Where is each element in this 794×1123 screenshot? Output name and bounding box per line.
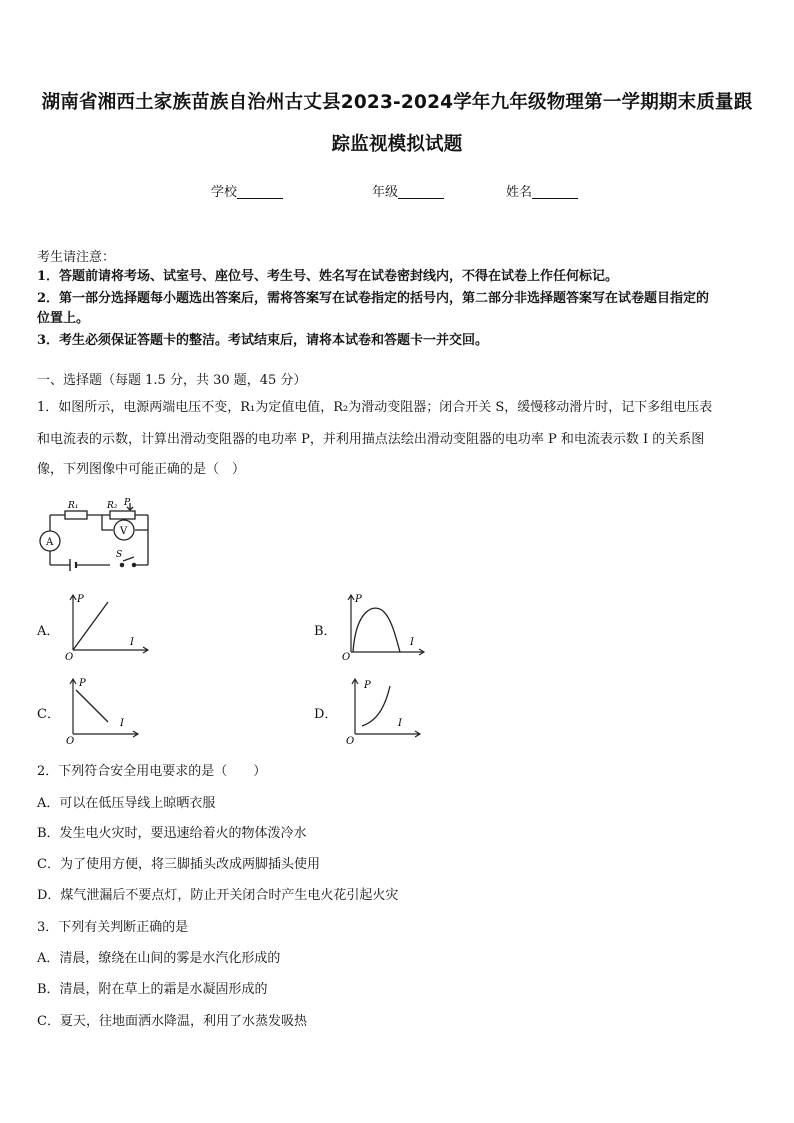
option-d-graph xyxy=(340,676,430,746)
option-c-graph xyxy=(62,676,152,746)
svg-text:P: P xyxy=(355,594,362,605)
voltmeter-label: V xyxy=(120,526,128,537)
switch-label: S xyxy=(116,550,123,560)
option-b-letter: B． xyxy=(314,624,337,639)
q1-stem-line-3: 像，下列图像中可能正确的是（ ） xyxy=(37,462,246,477)
svg-text:O: O xyxy=(66,736,75,747)
q2-option-c: C．为了使用方便，将三脚插头改成两脚插头使用 xyxy=(37,857,320,872)
r1-label: R₁ xyxy=(68,501,79,511)
exam-title-line-2: 踪监视模拟试题 xyxy=(331,134,463,155)
circuit-diagram xyxy=(40,497,155,577)
notice-item: 3．考生必须保证答题卡的整洁。考试结束后，请将本试卷和答题卡一并交回。 xyxy=(37,333,489,348)
svg-text:I: I xyxy=(130,637,134,648)
svg-text:P: P xyxy=(79,678,86,689)
svg-text:O: O xyxy=(346,736,355,747)
ammeter-label: A xyxy=(46,537,54,548)
section-heading: 一、选择题（每题 1.5 分，共 30 题，45 分） xyxy=(37,373,307,388)
option-b-graph xyxy=(340,590,430,663)
option-a-graph xyxy=(62,590,152,663)
svg-text:P: P xyxy=(77,594,84,605)
q2-option-a: A．可以在低压导线上晾晒衣服 xyxy=(37,796,216,811)
option-c-letter: C． xyxy=(37,707,60,722)
svg-text:I: I xyxy=(410,637,414,648)
option-b-curve xyxy=(353,608,400,652)
svg-text:P: P xyxy=(364,680,371,691)
q2-stem: 2．下列符合安全用电要求的是（ ） xyxy=(37,764,267,779)
option-a-curve xyxy=(73,602,108,650)
notice-item: 1．答题前请将考场、试室号、座位号、考生号、姓名写在试卷密封线内，不得在试卷上作任何标记。 xyxy=(37,269,619,284)
r1-resistor xyxy=(65,511,87,519)
notice-heading: 考生请注意： xyxy=(37,250,116,265)
name-field: 姓名 xyxy=(506,181,578,200)
svg-text:O: O xyxy=(342,652,351,663)
option-c-curve xyxy=(76,690,108,722)
q3-option-c: C．夏天，往地面洒水降温，利用了水蒸发吸热 xyxy=(37,1014,307,1029)
exam-title-line-1: 湖南省湘西土家族苗族自治州古丈县2023-2024学年九年级物理第一学期期末质量跟 xyxy=(41,92,753,113)
r2-rheostat xyxy=(110,511,135,519)
q1-stem-line-1: 1．如图所示，电源两端电压不变，R₁为定值电值，R₂为滑动变阻器；闭合开关 S，缓慢移动滑片时，记下多组电压表 xyxy=(37,400,713,415)
option-d-letter: D． xyxy=(314,707,338,722)
q3-option-b: B．清晨，附在草上的霜是水凝固形成的 xyxy=(37,982,268,997)
q1-stem-line-2: 和电流表的示数，计算出滑动变阻器的电功率 P，并利用描点法绘出滑动变阻器的电功率 P 和电流表示数 I 的关系图 xyxy=(37,432,705,447)
svg-text:O: O xyxy=(65,652,74,663)
q2-option-b: B．发生电火灾时，要迅速给着火的物体泼冷水 xyxy=(37,826,307,841)
svg-text:I: I xyxy=(120,718,124,729)
q2-option-d: D．煤气泄漏后不要点灯，防止开关闭合时产生电火花引起火灾 xyxy=(37,888,399,903)
school-field: 学校 xyxy=(211,181,283,200)
notice-item: 2．第一部分选择题每小题选出答案后，需将答案写在试卷指定的括号内，第二部分非选择题答案写在试卷题目指定的 xyxy=(37,291,710,306)
q3-option-a: A．清晨，缭绕在山间的雾是水汽化形成的 xyxy=(37,951,281,966)
slider-p-label: P xyxy=(124,498,131,508)
svg-text:I: I xyxy=(398,718,402,729)
grade-field: 年级 xyxy=(372,181,444,200)
q3-stem: 3．下列有关判断正确的是 xyxy=(37,920,189,935)
option-d-curve xyxy=(362,686,390,726)
option-a-letter: A． xyxy=(37,624,60,639)
r2-label: R₂ xyxy=(107,501,118,511)
notice-item: 位置上。 xyxy=(37,311,90,326)
